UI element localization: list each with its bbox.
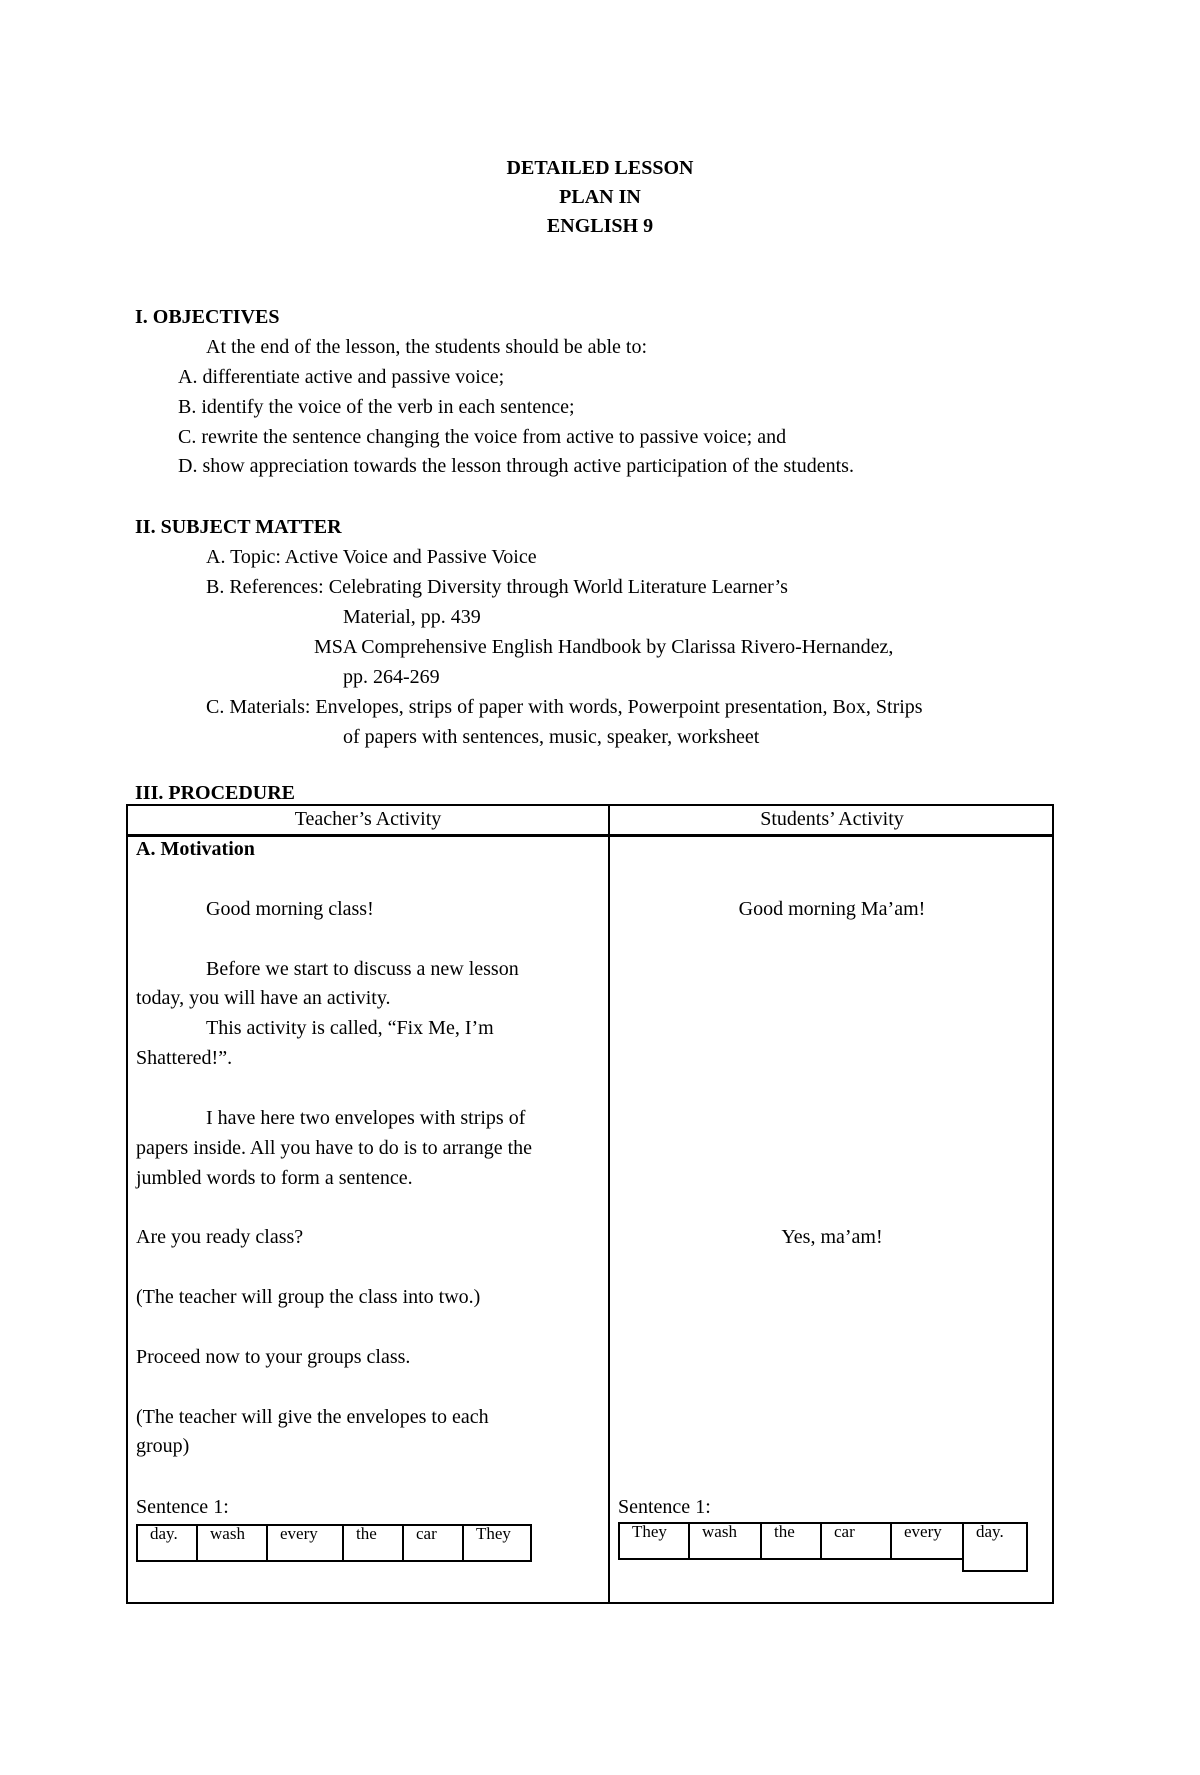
teacher-line: Good morning class! — [206, 898, 374, 920]
teacher-line: (The teacher will group the class into two.) — [136, 1286, 481, 1308]
references-line-2-cont: pp. 264-269 — [343, 666, 440, 688]
student-sentence-label: Sentence 1: — [618, 1496, 711, 1518]
word-strip: every — [890, 1522, 962, 1560]
word-strip: car — [820, 1522, 890, 1560]
references-line: B. References: Celebrating Diversity through World Literature Learner’s — [206, 576, 788, 598]
materials-line: C. Materials: Envelopes, strips of paper with words, Powerpoint presentation, Box, Strips — [206, 696, 923, 718]
procedure-heading: III. PROCEDURE — [135, 782, 296, 804]
teacher-line: Shattered!”. — [136, 1047, 233, 1069]
word-strip: wash — [196, 1524, 266, 1562]
teacher-column-header: Teacher’s Activity — [294, 808, 442, 830]
doc-title-line-1: DETAILED LESSON — [506, 157, 694, 179]
teacher-line: Are you ready class? — [136, 1226, 304, 1248]
objective-item: A. differentiate active and passive voice; — [178, 366, 505, 388]
word-strip: day. — [962, 1522, 1028, 1572]
teacher-line: I have here two envelopes with strips of — [206, 1107, 526, 1129]
word-strip: wash — [688, 1522, 760, 1560]
objectives-intro: At the end of the lesson, the students should be able to: — [206, 336, 648, 358]
doc-title-line-2: PLAN IN — [559, 186, 641, 208]
teacher-line: jumbled words to form a sentence. — [136, 1167, 413, 1189]
topic-line: A. Topic: Active Voice and Passive Voice — [206, 546, 537, 568]
doc-title-line-3: ENGLISH 9 — [546, 215, 654, 237]
objective-item: C. rewrite the sentence changing the voice from active to passive voice; and — [178, 426, 787, 448]
references-line-2: MSA Comprehensive English Handbook by Clarissa Rivero-Hernandez, — [314, 636, 894, 658]
teacher-line: group) — [136, 1435, 190, 1457]
word-strip: the — [760, 1522, 820, 1560]
teacher-line: This activity is called, “Fix Me, I’m — [206, 1017, 494, 1039]
references-line-cont: Material, pp. 439 — [343, 606, 481, 628]
word-strip: They — [462, 1524, 532, 1562]
word-strip: every — [266, 1524, 342, 1562]
teacher-word-strips — [136, 1524, 532, 1562]
word-strip: They — [618, 1522, 688, 1560]
teacher-line: (The teacher will give the envelopes to each — [136, 1406, 489, 1428]
subject-matter-heading: II. SUBJECT MATTER — [135, 516, 342, 538]
student-line: Good morning Ma’am! — [738, 898, 926, 920]
objective-item: B. identify the voice of the verb in each sentence; — [178, 396, 575, 418]
column-divider — [608, 806, 610, 1602]
teacher-sentence-label: Sentence 1: — [136, 1496, 229, 1518]
word-strip: day. — [136, 1524, 196, 1562]
student-word-strips — [618, 1522, 1028, 1572]
word-strip: the — [342, 1524, 402, 1562]
teacher-line: papers inside. All you have to do is to arrange the — [136, 1137, 533, 1159]
word-strip: car — [402, 1524, 462, 1562]
objective-item: D. show appreciation towards the lesson through active participation of the students. — [178, 455, 854, 477]
procedure-table — [126, 804, 1054, 1604]
student-line: Yes, ma’am! — [781, 1226, 883, 1248]
teacher-line: Proceed now to your groups class. — [136, 1346, 411, 1368]
motivation-heading: A. Motivation — [136, 838, 255, 860]
header-divider — [128, 834, 1052, 837]
objectives-heading: I. OBJECTIVES — [135, 306, 280, 328]
teacher-line: today, you will have an activity. — [136, 987, 391, 1009]
teacher-line: Before we start to discuss a new lesson — [206, 958, 519, 980]
students-column-header: Students’ Activity — [760, 808, 904, 830]
materials-line-cont: of papers with sentences, music, speaker, worksheet — [343, 726, 760, 748]
